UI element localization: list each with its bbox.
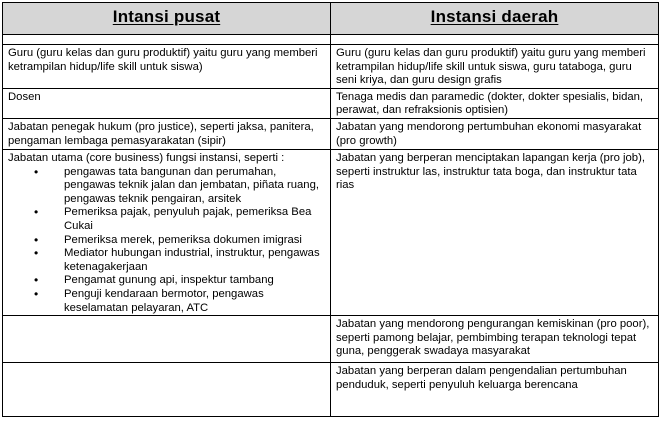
jabatan-utama-list [8,166,325,316]
table-row [3,88,659,118]
list-item: • Mediator hubungan industrial, instruktur, pengawas ketenagakerjaan [64,247,325,274]
cell-daerah-pro-poor: Jabatan yang mendorong pengurangan kemiskinan (pro poor), seperti pamong belajar, pembimbing terapan teknologi tepat guna, penggerak swadaya masyarakat [331,316,659,363]
cell-pusat-guru: Guru (guru kelas dan guru produktif) yaitu guru yang memberi ketrampilan hidup/life skill untuk siswa) [3,45,331,89]
cell-daerah-pro-growth: Jabatan yang mendorong pertumbuhan ekonomi masyarakat (pro growth) [331,118,659,149]
cell-pusat-dosen: Dosen [3,88,331,118]
header-pusat: Intansi pusat [112,7,221,27]
cell-daerah-medis: Tenaga medis dan paramedic (dokter, dokter spesialis, bidan, perawat, dan refraksionis optisien) [331,88,659,118]
list-item: • Penguji kendaraan bermotor, pengawas keselamatan pelayaran, ATC [64,288,325,315]
cell-daerah-kb: Jabatan yang berperan dalam pengendalian pertumbuhan penduduk, seperti penyuluh keluarga berencana [331,363,659,417]
table-row [3,149,659,315]
cell-daerah-guru: Guru (guru kelas dan guru produktif) yaitu guru yang memberi ketrampilan hidup/life skill untuk siswa, guru tataboga, guru seni kriya, dan guru design grafis [331,45,659,89]
list-item: • Pemeriksa merek, pemeriksa dokumen imigrasi [64,234,325,248]
table-row [3,363,659,417]
list-item: • Pemeriksa pajak, penyuluh pajak, pemeriksa Bea Cukai [64,206,325,233]
cell-pusat-jabatan-utama [3,149,331,315]
spacer-cell [3,35,331,45]
cell-daerah-pro-job: Jabatan yang berperan menciptakan lapangan kerja (pro job), seperti instruktur las, instruktur tata boga, dan instruktur tata rias [331,149,659,315]
list-item: • pengawas tata bangunan dan perumahan, pengawas teknik jalan dan jembatan, piñata ruang, pengawas teknik pengairan, arsitek [64,166,325,207]
spacer-cell [331,35,659,45]
table-row [3,45,659,89]
table-row [3,316,659,363]
header-cell-pusat [3,3,331,35]
header-row [3,3,659,35]
header-daerah: Instansi daerah [430,7,559,27]
list-item: • Pengamat gunung api, inspektur tambang [64,274,325,288]
jabatan-utama-intro: Jabatan utama (core business) fungsi instansi, seperti : [8,151,285,164]
table-row [3,118,659,149]
header-cell-daerah [331,3,659,35]
comparison-table [2,2,659,417]
cell-pusat-penegak-hukum: Jabatan penegak hukum (pro justice), seperti jaksa, panitera, pengaman lembaga pemasyarakatan (sipir) [3,118,331,149]
cell-pusat-empty [3,363,331,417]
spacer-row [3,35,659,45]
cell-pusat-empty [3,316,331,363]
